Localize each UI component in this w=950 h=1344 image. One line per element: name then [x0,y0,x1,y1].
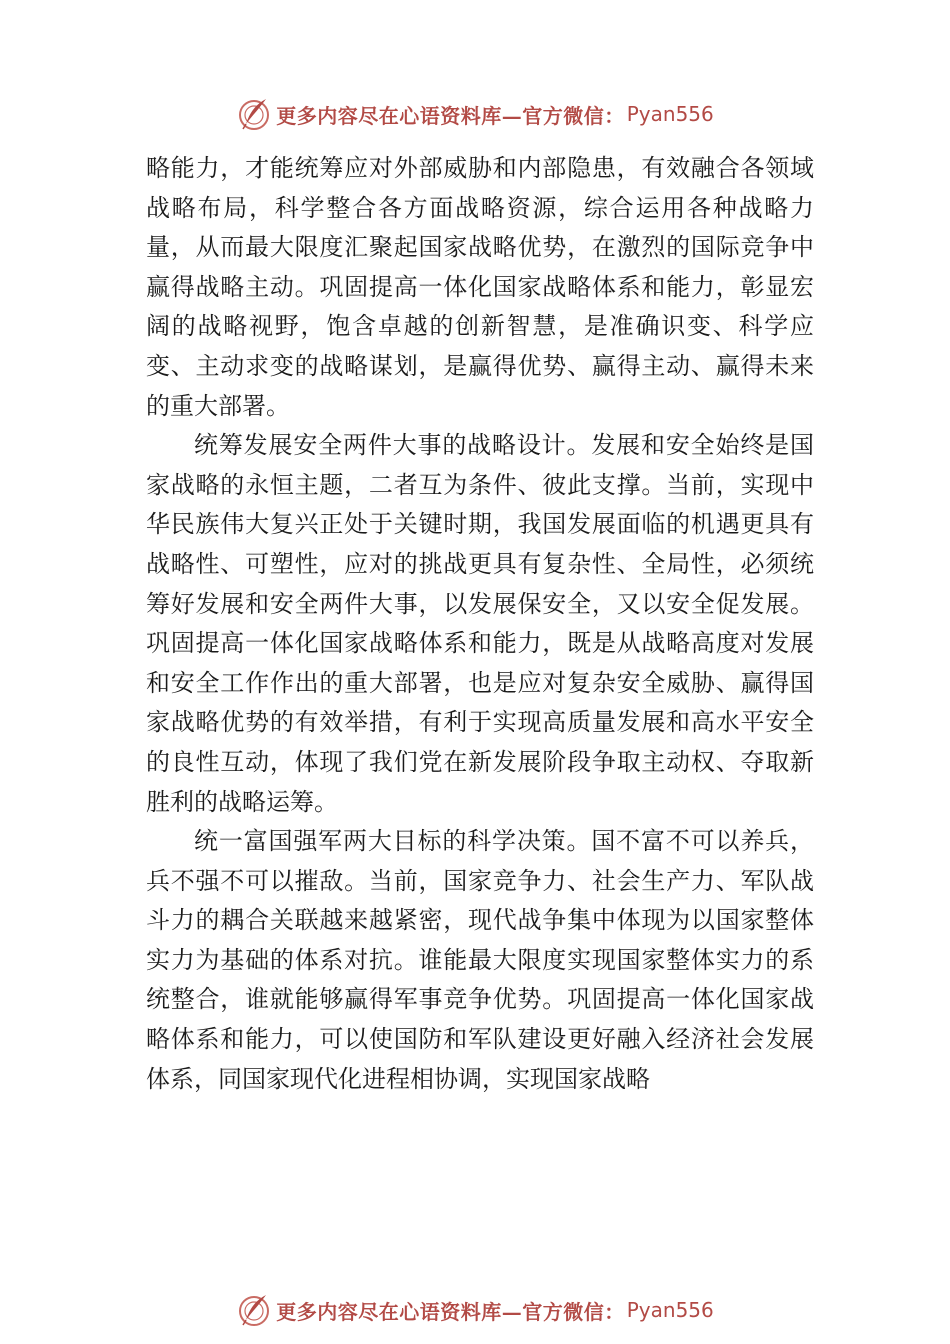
paragraph-2: 统筹发展安全两件大事的战略设计。发展和安全始终是国家战略的永恒主题，二者互为条件、彼此支撑。当前，实现中华民族伟大复兴正处于关键时期，我国发展面临的机遇更具有战略性、可塑性，应对的挑战更具有复杂性、全局性，必须统筹好发展和安全两件大事，以发展保安全，又以安全促发展。巩固提高一体化国家战略体系和能力，既是从战略高度对发展和安全工作作出的重大部署，也是应对复杂安全威胁、赢得国家战略优势的有效举措，有利于实现高质量发展和高水平安全的良性互动，体现了我们党在新发展阶段争取主动权、夺取新胜利的战略运筹。 [146,431,814,816]
banner-text: 更多内容尽在心语资料库—官方微信： [276,103,625,128]
document-body [146,149,814,1099]
banner-wechat-id: Pyan556 [626,1298,714,1322]
footer-banner [0,1290,950,1330]
header-banner [0,94,950,134]
paragraph-1: 略能力，才能统筹应对外部威胁和内部隐患，有效融合各领域战略布局，科学整合各方面战略资源，综合运用各种战略力量，从而最大限度汇聚起国家战略优势，在激烈的国际竞争中赢得战略主动。巩固提高一体化国家战略体系和能力，彰显宏阔的战略视野，饱含卓越的创新智慧，是准确识变、科学应变、主动求变的战略谋划，是赢得优势、赢得主动、赢得未来的重大部署。 [146,154,814,420]
quill-logo-icon [236,1292,272,1328]
paragraph-3: 统一富国强军两大目标的科学决策。国不富不可以养兵，兵不强不可以摧敌。当前，国家竞争力、社会生产力、军队战斗力的耦合关联越来越紧密，现代战争集中体现为以国家整体实力为基础的体系对抗。谁能最大限度实现国家整体实力的系统整合，谁就能够赢得军事竞争优势。巩固提高一体化国家战略体系和能力，可以使国防和军队建设更好融入经济社会发展体系，同国家现代化进程相协调，实现国家战略 [146,827,814,1093]
quill-logo-icon [236,96,272,132]
banner-text: 更多内容尽在心语资料库—官方微信： [276,1299,625,1324]
banner-wechat-id: Pyan556 [626,102,714,126]
